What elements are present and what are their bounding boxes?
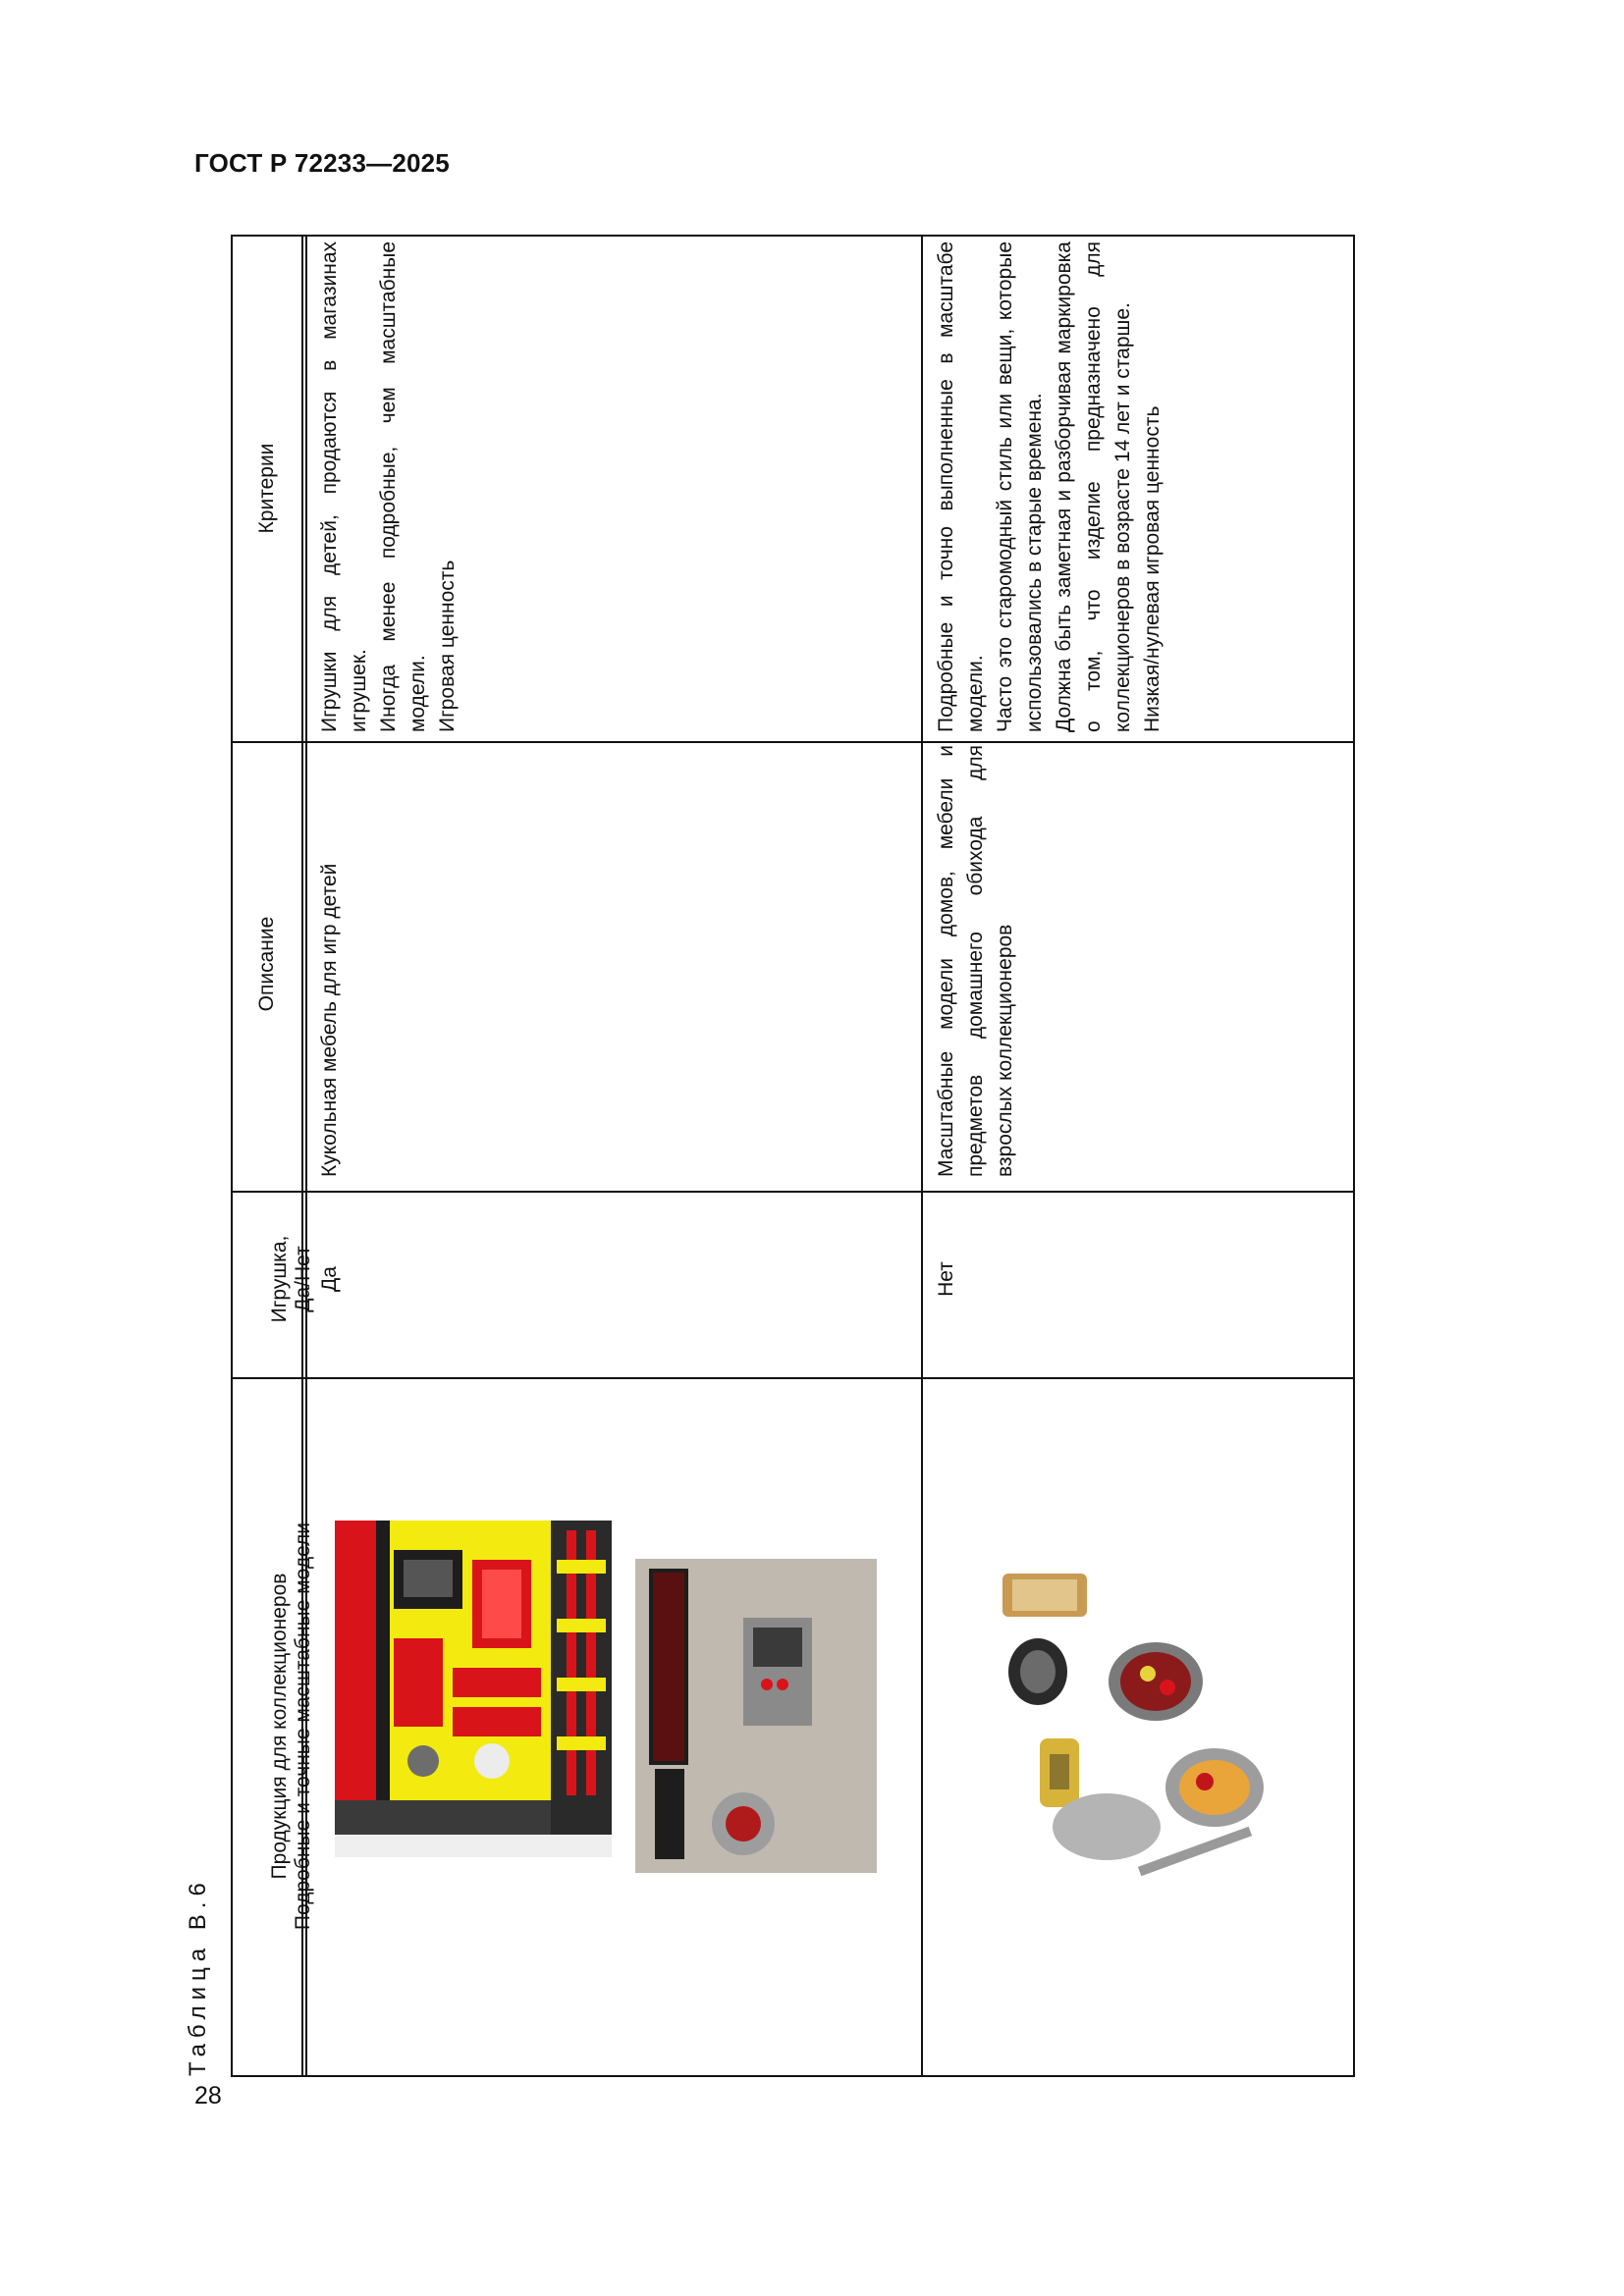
- row2-toy-value: Нет: [935, 1261, 957, 1297]
- miniature-household-items-photo: [959, 1562, 1303, 1886]
- dollhouse-furniture-photo: [335, 1521, 612, 1857]
- document-header: ГОСТ Р 72233—2025: [194, 148, 450, 178]
- header-toy: Игрушка, Да/Нет: [268, 1235, 314, 1323]
- row1-criteria: Игрушки для детей, продаются в магазинах игрушек. Иногда менее подробные, чем масштабные модели. Игровая ценность: [318, 241, 459, 732]
- row-separator: [233, 1377, 1353, 1379]
- row-separator: [921, 237, 923, 2075]
- dollhouse-furniture-illustration: [335, 1521, 612, 1857]
- miniature-kitchen-photo: [635, 1559, 877, 1873]
- table-caption: Таблица В.6: [185, 1877, 211, 2076]
- row2-criteria: Подробные и точно выполненные в масштабе модели. Часто это старомодный стиль или вещи, которые использовались в старые времена. Должна быть заметная и разборчивая маркировка о том, что изделие предназначено для коллекционеров в возрасте 14 лет и старше. Низкая/нулевая игровая ценность: [935, 241, 1164, 732]
- row2-description: Масштабные модели домов, мебели и предметов домашнего обихода для взрослых коллекционеров: [935, 745, 1016, 1177]
- row1-description: Кукольная мебель для игр детей: [318, 863, 341, 1177]
- miniature-household-items-illustration: [959, 1562, 1303, 1886]
- row1-toy-value: Да: [318, 1266, 341, 1292]
- row-separator: [233, 741, 1353, 743]
- collector-products-table: [231, 235, 1355, 2077]
- header-product: Продукция для коллекционеров Подробные и точные масштабные модели: [268, 1522, 314, 1931]
- header-description: Описание: [255, 916, 278, 1012]
- header-criteria: Критерии: [255, 443, 278, 534]
- miniature-kitchen-illustration: [635, 1559, 877, 1873]
- page-number: 28: [194, 2082, 222, 2109]
- row-separator: [233, 1191, 1353, 1193]
